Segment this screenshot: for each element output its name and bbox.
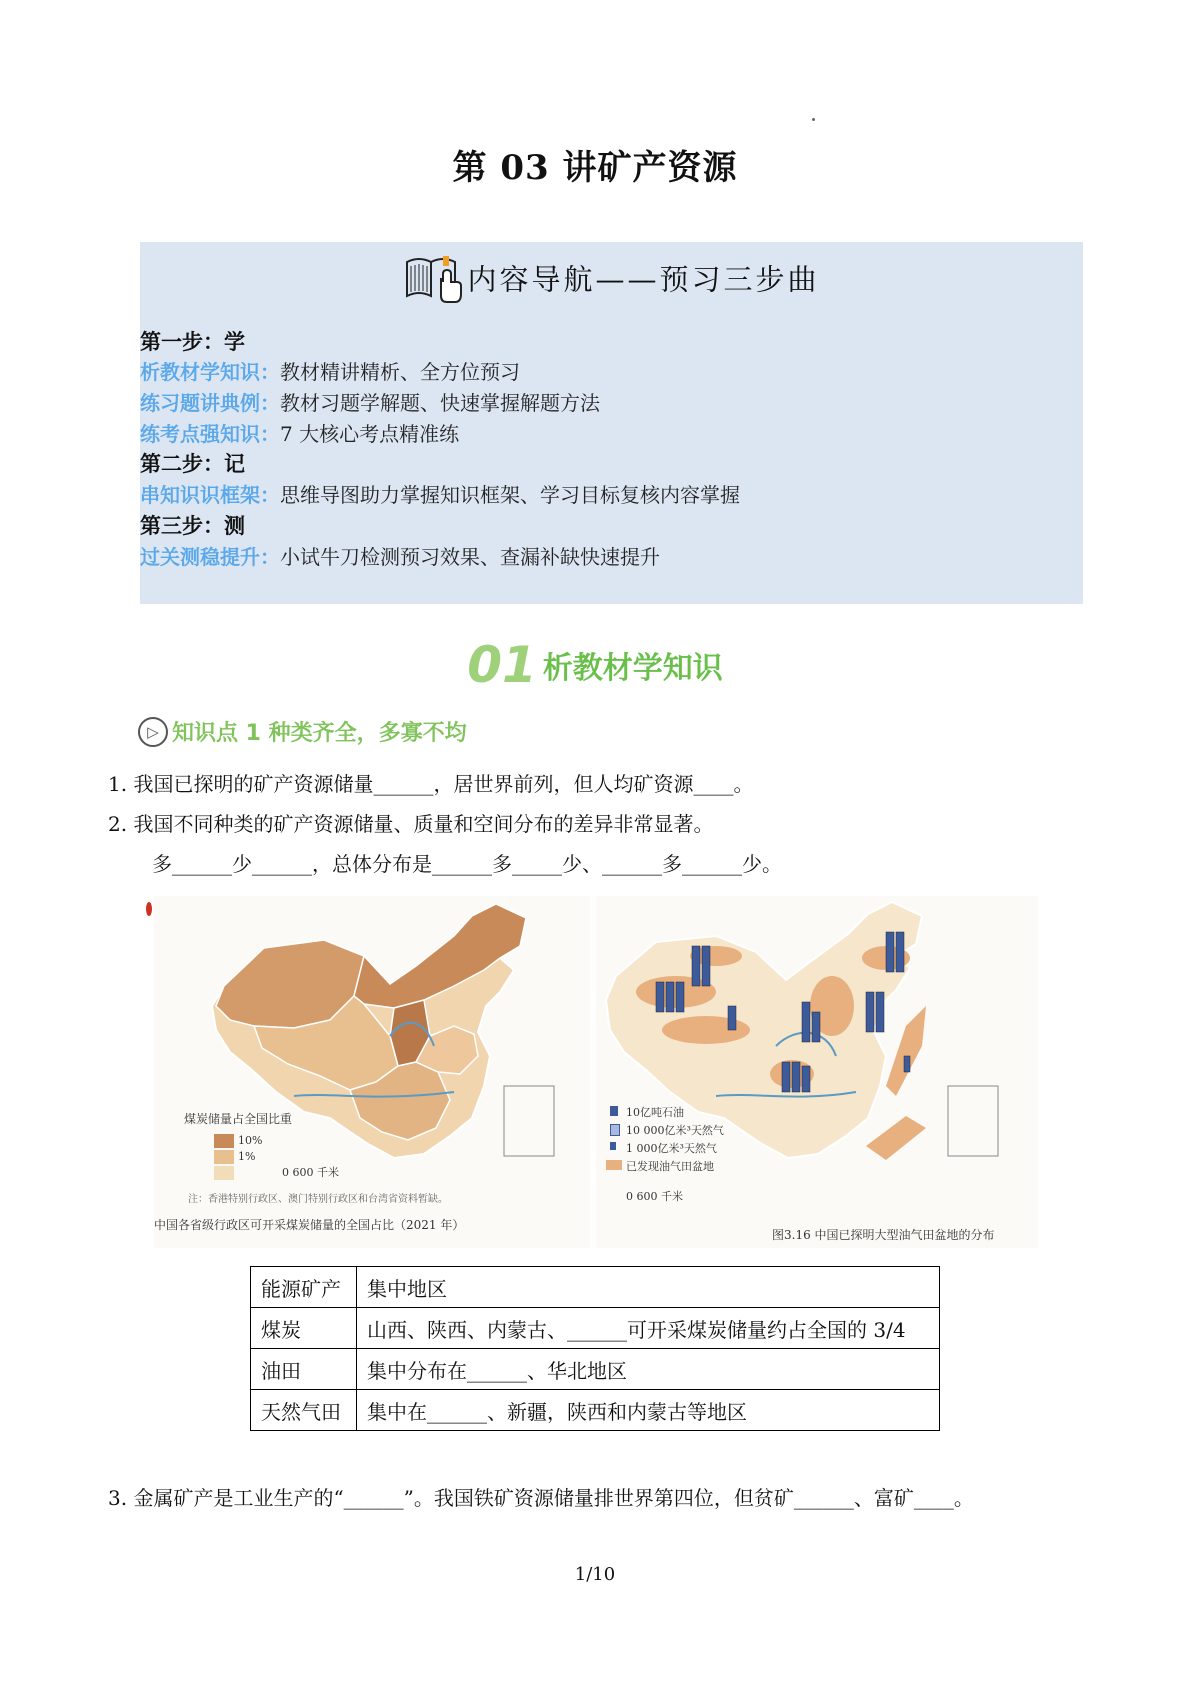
table-header-row	[251, 1267, 940, 1308]
oil-legend-swatch	[610, 1106, 618, 1116]
table-cell: 油田	[251, 1349, 357, 1390]
nav-row-5-key: 过关测稳提升：	[140, 545, 280, 569]
table-row	[251, 1308, 940, 1349]
question-2-blanks: 多______少______，总体分布是______多_____少、______多______少。	[152, 852, 782, 876]
question-1: 1. 我国已探明的矿产资源储量______，居世界前列，但人均矿资源____。	[108, 772, 754, 796]
table-cell: 山西、陕西、内蒙古、______可开采煤炭储量约占全国的 3/4	[357, 1308, 940, 1349]
step-2: 第二步：记	[140, 452, 245, 476]
nav-row-1	[140, 356, 520, 385]
table-cell: 集中在______、新疆，陕西和内蒙古等地区	[357, 1390, 940, 1431]
question-2: 2. 我国不同种类的矿产资源储量、质量和空间分布的差异非常显著。	[108, 812, 714, 836]
basin-legend-label: 已发现油气田盆地	[626, 1160, 714, 1173]
nav-heading-wrap	[140, 252, 1083, 311]
step-3: 第三步：测	[140, 514, 245, 538]
gas-large-legend-label: 10 000亿米³天然气	[626, 1124, 724, 1137]
nav-row-3-value: 7 大核心考点精准练	[280, 422, 460, 446]
energy-minerals-table	[250, 1266, 940, 1431]
content-navigation-box	[140, 242, 1083, 604]
table-header-cell: 集中地区	[357, 1267, 940, 1308]
coal-legend-swatch-3	[214, 1166, 234, 1180]
gas-small-legend-label: 1 000亿米³天然气	[626, 1142, 717, 1155]
oil-gas-map	[596, 896, 1038, 1248]
coal-legend-swatch-2	[214, 1150, 234, 1164]
nav-row-1-value: 教材精讲精析、全方位预习	[280, 360, 520, 384]
page-number: 1/10	[574, 1564, 616, 1585]
nav-row-1-key: 析教材学知识：	[140, 360, 280, 384]
coal-scale: 0 600 千米	[282, 1166, 339, 1179]
page-title: 第 03 讲矿产资源	[452, 148, 738, 188]
question-3: 3. 金属矿产是工业生产的“______”。我国铁矿资源储量排世界第四位，但贫矿______、富矿____。	[108, 1486, 974, 1510]
maps-figure	[154, 896, 1038, 1248]
oil-legend-label: 10亿吨石油	[626, 1106, 684, 1119]
table-row	[251, 1390, 940, 1431]
coal-legend-label-2: 1%	[238, 1150, 256, 1163]
gas-large-legend-swatch	[610, 1124, 620, 1136]
stray-dot	[812, 118, 815, 121]
red-mark	[146, 902, 152, 916]
table-cell: 集中分布在______、华北地区	[357, 1349, 940, 1390]
nav-row-3	[140, 418, 459, 447]
nav-row-2	[140, 387, 600, 416]
nav-row-4-key: 串知识识框架：	[140, 483, 280, 507]
gas-small-legend-swatch	[610, 1142, 616, 1150]
table-cell: 天然气田	[251, 1390, 357, 1431]
coal-note: 注：香港特别行政区、澳门特别行政区和台湾省资料暂缺。	[188, 1194, 448, 1205]
nav-row-3-key: 练考点强知识：	[140, 422, 280, 446]
table-header-cell: 能源矿产	[251, 1267, 357, 1308]
coal-legend-swatch-1	[214, 1134, 234, 1148]
nav-row-2-key: 练习题讲典例：	[140, 391, 280, 415]
oil-gas-map-caption: 图3.16 中国已探明大型油气田盆地的分布	[772, 1228, 995, 1242]
coal-map-caption: 中国各省级行政区可开采煤炭储量的全国占比（2021 年）	[154, 1218, 465, 1232]
nav-row-4	[140, 479, 740, 508]
step-1: 第一步：学	[140, 330, 245, 354]
knowledge-point-label: 知识点 1 种类齐全，多寡不均	[172, 721, 467, 746]
section-label: 析教材学知识	[542, 651, 723, 686]
table-row	[251, 1349, 940, 1390]
nav-row-5	[140, 541, 660, 570]
play-circle-icon: ▷	[138, 717, 168, 747]
coal-legend-label-1: 10%	[238, 1134, 263, 1147]
nav-row-2-value: 教材习题学解题、快速掌握解题方法	[280, 391, 600, 415]
coal-legend-title: 煤炭储量占全国比重	[184, 1112, 293, 1126]
book-hand-icon	[403, 252, 463, 311]
section-number: 01	[467, 636, 537, 694]
table-cell: 煤炭	[251, 1308, 357, 1349]
basin-legend-swatch	[606, 1160, 622, 1170]
nav-row-4-value: 思维导图助力掌握知识框架、学习目标复核内容掌握	[280, 483, 740, 507]
knowledge-point-heading	[138, 716, 467, 747]
nav-row-5-value: 小试牛刀检测预习效果、查漏补缺快速提升	[280, 545, 660, 569]
coal-reserve-map	[154, 896, 590, 1248]
oil-gas-scale: 0 600 千米	[626, 1190, 683, 1203]
section-heading	[0, 636, 1190, 694]
nav-heading: 内容导航——预习三步曲	[467, 262, 820, 297]
